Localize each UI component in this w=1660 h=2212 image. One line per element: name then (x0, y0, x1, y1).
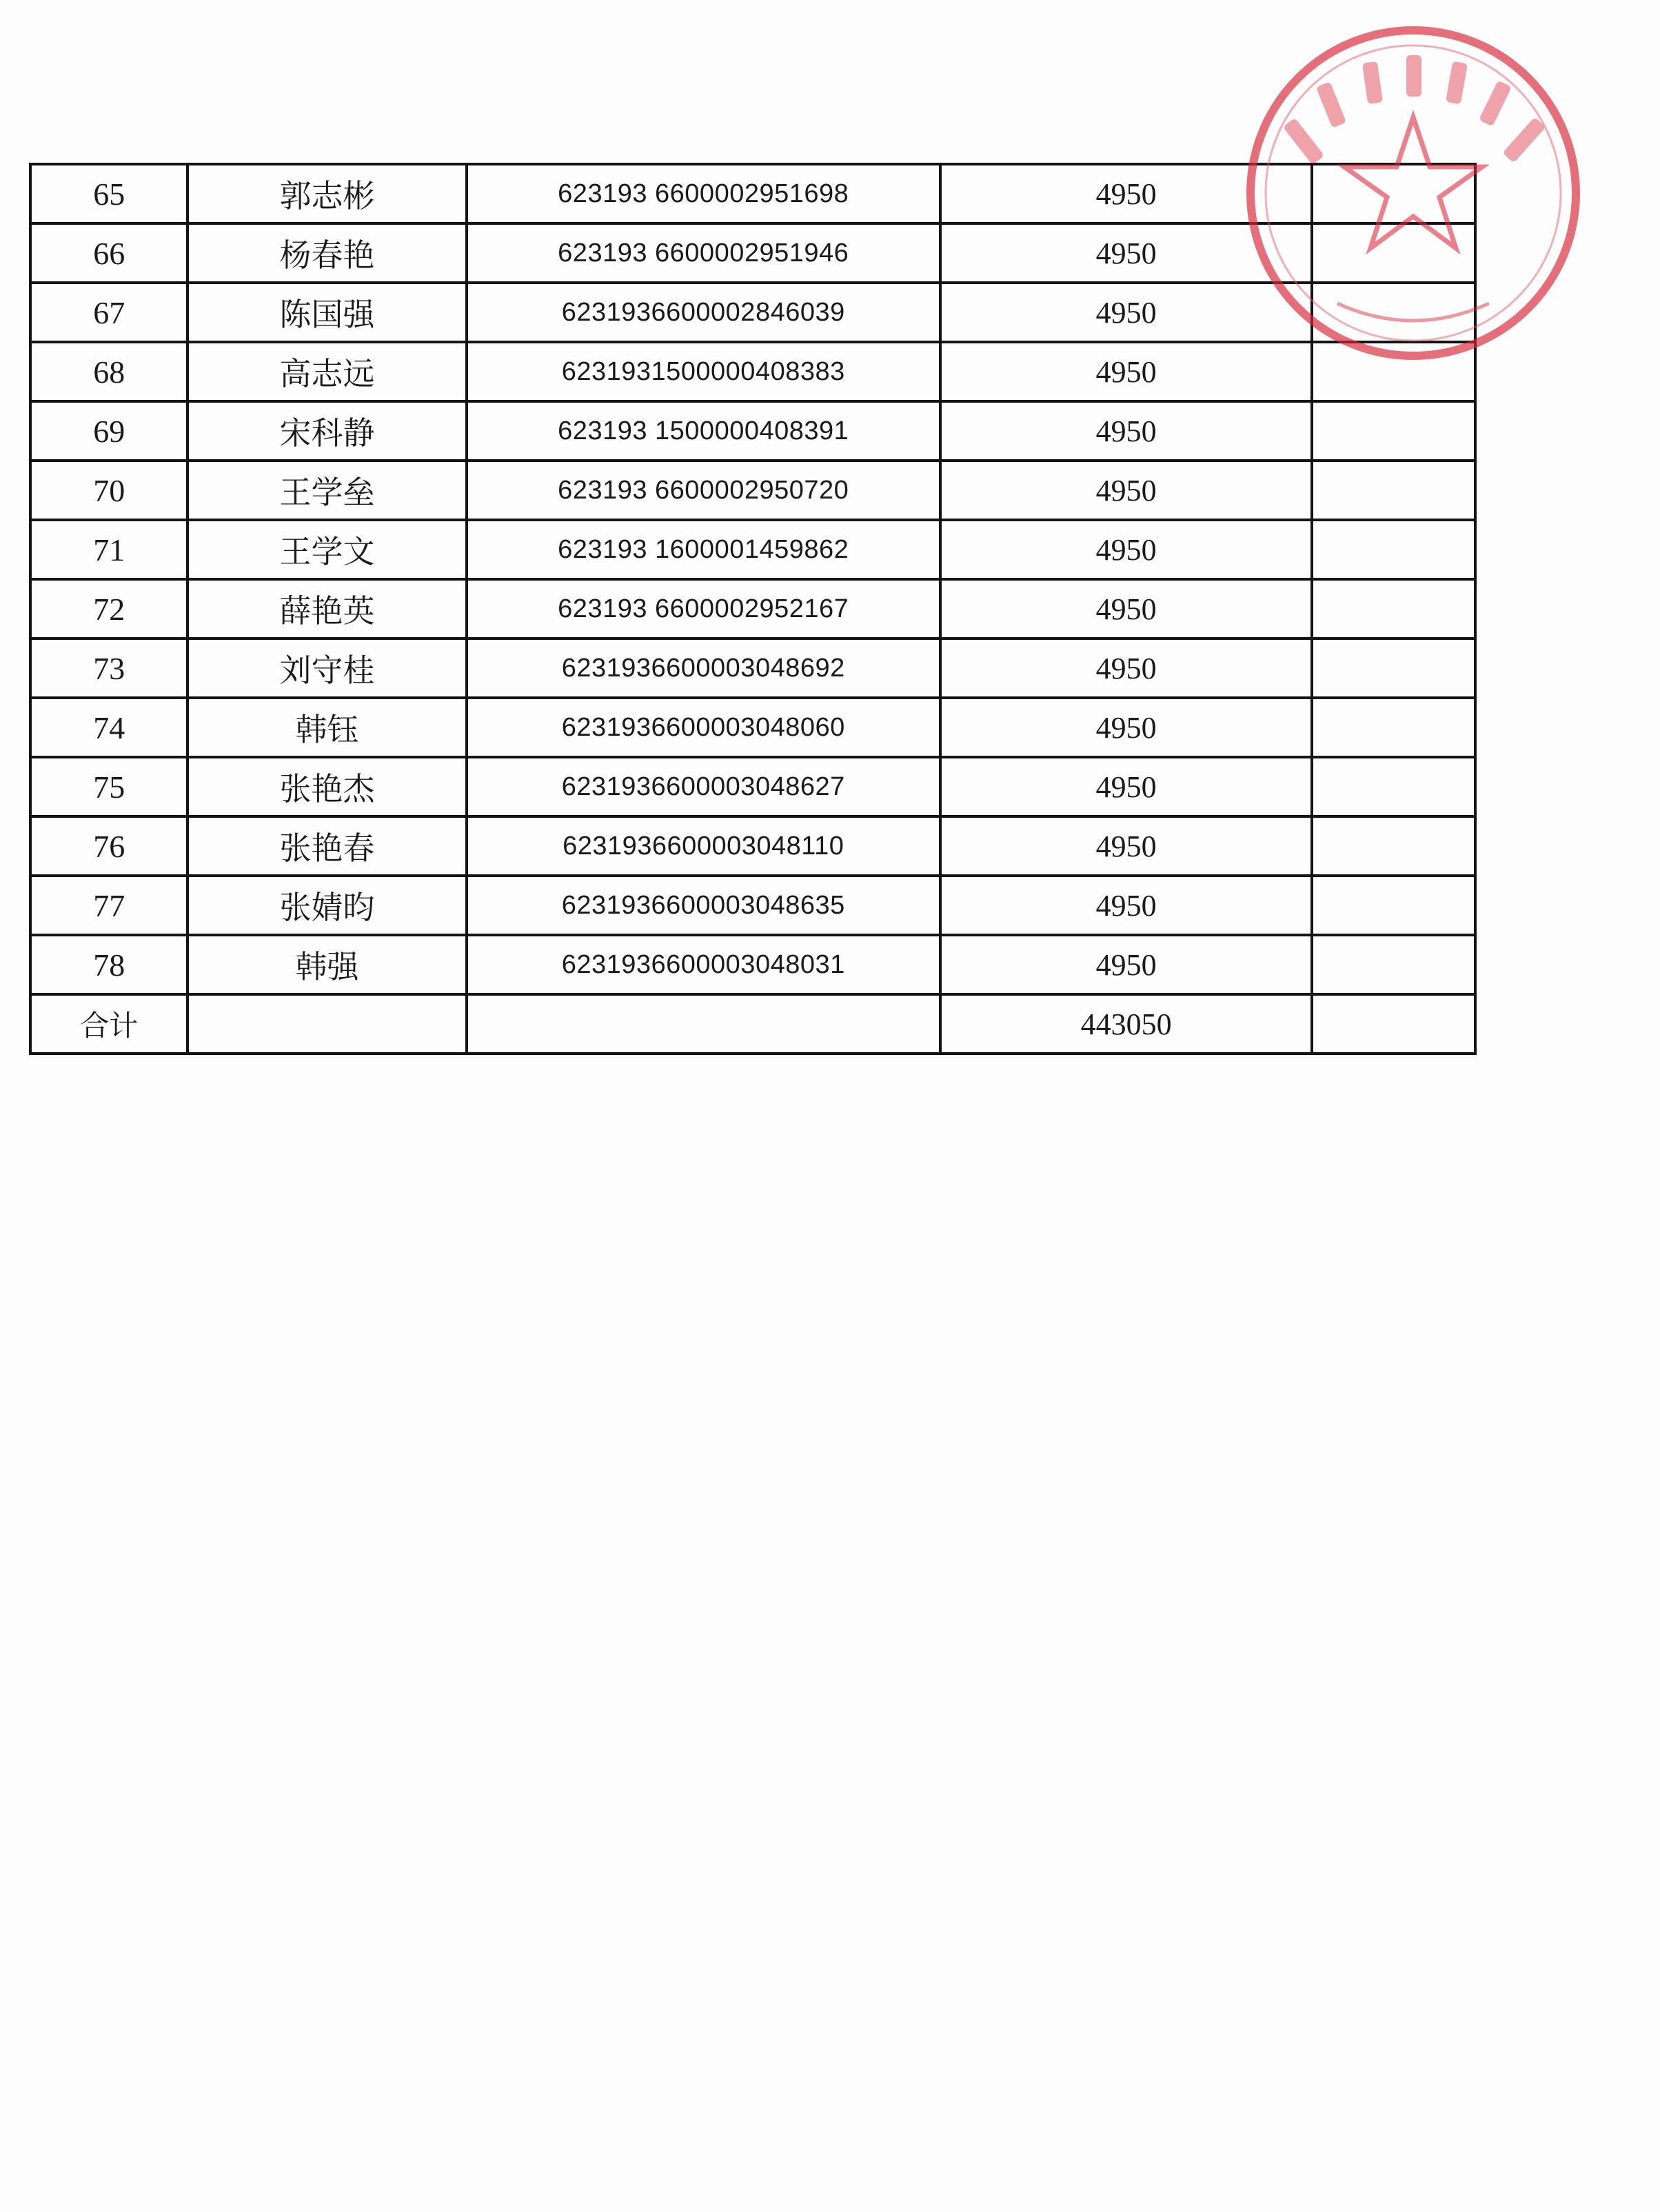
account-number-cell: 6231936600003048031 (467, 935, 940, 994)
account-number-cell: 6231936600002846039 (467, 283, 940, 342)
amount-cell: 4950 (940, 816, 1313, 876)
row-number-cell: 74 (30, 698, 188, 757)
name-cell: 张艳春 (188, 816, 466, 876)
total-label-cell: 合计 (30, 994, 188, 1054)
row-number-cell: 73 (30, 639, 188, 698)
row-number-cell: 72 (30, 579, 188, 639)
amount-cell: 4950 (940, 223, 1313, 283)
account-number-cell: 623193 6600002950720 (467, 461, 940, 520)
payment-roster-table (29, 163, 1477, 1055)
table-row (30, 283, 1475, 342)
amount-cell: 4950 (940, 461, 1313, 520)
name-cell: 张婧昀 (188, 876, 466, 935)
name-cell: 薛艳英 (188, 579, 466, 639)
amount-cell: 4950 (940, 935, 1313, 994)
name-cell: 刘守桂 (188, 639, 466, 698)
amount-cell: 4950 (940, 164, 1313, 223)
account-number-cell: 623193 6600002951698 (467, 164, 940, 223)
amount-cell: 4950 (940, 283, 1313, 342)
account-number-cell: 6231931500000408383 (467, 342, 940, 401)
name-cell: 张艳杰 (188, 757, 466, 816)
row-number-cell: 69 (30, 401, 188, 461)
name-cell: 郭志彬 (188, 164, 466, 223)
table-row (30, 520, 1475, 579)
note-cell (1312, 223, 1475, 283)
table-row (30, 698, 1475, 757)
name-cell: 陈国强 (188, 283, 466, 342)
amount-cell: 4950 (940, 401, 1313, 461)
note-cell (1312, 283, 1475, 342)
row-number-cell: 75 (30, 757, 188, 816)
amount-cell: 4950 (940, 579, 1313, 639)
note-cell (1312, 639, 1475, 698)
name-cell: 王学垒 (188, 461, 466, 520)
table-row (30, 876, 1475, 935)
name-cell: 杨春艳 (188, 223, 466, 283)
name-cell: 韩强 (188, 935, 466, 994)
amount-cell: 4950 (940, 639, 1313, 698)
table-row (30, 579, 1475, 639)
row-number-cell: 67 (30, 283, 188, 342)
note-cell (1312, 698, 1475, 757)
account-number-cell: 623193 1600001459862 (467, 520, 940, 579)
total-name-cell (188, 994, 466, 1054)
row-number-cell: 76 (30, 816, 188, 876)
note-cell (1312, 935, 1475, 994)
name-cell: 王学文 (188, 520, 466, 579)
note-cell (1312, 757, 1475, 816)
total-amount-cell: 443050 (940, 994, 1313, 1054)
note-cell (1312, 876, 1475, 935)
note-cell (1312, 816, 1475, 876)
account-number-cell: 6231936600003048060 (467, 698, 940, 757)
amount-cell: 4950 (940, 520, 1313, 579)
note-cell (1312, 579, 1475, 639)
row-number-cell: 66 (30, 223, 188, 283)
note-cell (1312, 164, 1475, 223)
account-number-cell: 623193 6600002952167 (467, 579, 940, 639)
table-row (30, 342, 1475, 401)
amount-cell: 4950 (940, 698, 1313, 757)
roster-body (30, 164, 1475, 1054)
table-row (30, 639, 1475, 698)
row-number-cell: 70 (30, 461, 188, 520)
account-number-cell: 623193 1500000408391 (467, 401, 940, 461)
note-cell (1312, 461, 1475, 520)
account-number-cell: 6231936600003048692 (467, 639, 940, 698)
table-row (30, 816, 1475, 876)
table-row (30, 935, 1475, 994)
table-row (30, 401, 1475, 461)
table-row (30, 164, 1475, 223)
amount-cell: 4950 (940, 342, 1313, 401)
table-row (30, 461, 1475, 520)
row-number-cell: 77 (30, 876, 188, 935)
account-number-cell: 6231936600003048635 (467, 876, 940, 935)
note-cell (1312, 401, 1475, 461)
account-number-cell: 6231936600003048627 (467, 757, 940, 816)
name-cell: 宋科静 (188, 401, 466, 461)
row-number-cell: 78 (30, 935, 188, 994)
name-cell: 韩钰 (188, 698, 466, 757)
row-number-cell: 71 (30, 520, 188, 579)
row-number-cell: 68 (30, 342, 188, 401)
total-note-cell (1312, 994, 1475, 1054)
account-number-cell: 623193 6600002951946 (467, 223, 940, 283)
amount-cell: 4950 (940, 876, 1313, 935)
row-number-cell: 65 (30, 164, 188, 223)
note-cell (1312, 342, 1475, 401)
table-row (30, 223, 1475, 283)
account-number-cell: 6231936600003048110 (467, 816, 940, 876)
total-account-cell (467, 994, 940, 1054)
note-cell (1312, 520, 1475, 579)
table-row (30, 757, 1475, 816)
total-row (30, 994, 1475, 1054)
name-cell: 高志远 (188, 342, 466, 401)
amount-cell: 4950 (940, 757, 1313, 816)
